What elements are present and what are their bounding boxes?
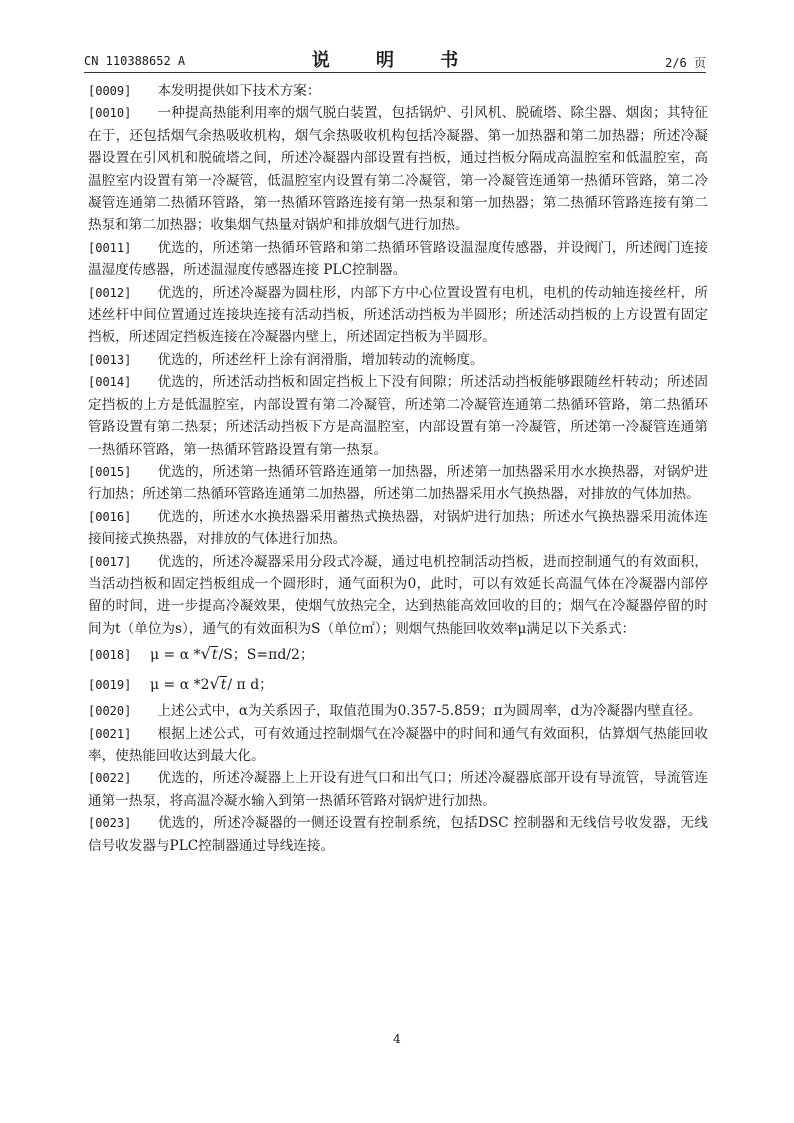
paragraph-number: [0015] (88, 464, 132, 479)
paragraph-text: 优选的，所述冷凝器的一侧还设置有控制系统，包括DSC 控制器和无线信号收发器，无线信号收发器与PLC控制器通过导线连接。 (88, 815, 708, 854)
formula-lhs: μ = α * (150, 647, 201, 664)
formula-line (88, 640, 708, 670)
paragraph (88, 371, 708, 461)
paragraph-number: [0020] (88, 704, 132, 719)
formula-radicand: t (220, 677, 227, 694)
page-number: 4 (393, 1032, 401, 1046)
paragraph (88, 551, 708, 641)
paragraph (88, 700, 708, 722)
document-body (88, 80, 708, 857)
paragraph (88, 812, 708, 857)
paragraph (88, 767, 708, 812)
formula-rhs: /S；S=πd/2； (218, 647, 314, 664)
formula-radicand: t (211, 647, 218, 664)
paragraph-number: [0023] (88, 816, 132, 831)
page-header (84, 44, 706, 72)
paragraph-number: [0016] (88, 509, 132, 524)
paragraph (88, 282, 708, 349)
paragraph-group-1 (88, 80, 708, 640)
paragraph (88, 237, 708, 282)
paragraph-number: [0019] (88, 678, 132, 693)
paragraph-group-2 (88, 700, 708, 857)
paragraph-text: 优选的，所述活动挡板和固定挡板上下没有间隙；所述活动挡板能够跟随丝杆转动；所述固定挡板的上方是低温腔室，内部设置有第二冷凝管，所述第二冷凝管连通第二热循环管路，第二热循环管路设置有第二热泵；所述活动挡板下方是高温腔室，内部设置有第一冷凝管，所述第一冷凝管连通第一热循环管路，第一热循环管路设置有第一热泵。 (88, 374, 708, 458)
paragraph-number: [0012] (88, 285, 132, 300)
paragraph (88, 461, 708, 506)
document-title: 说 明 书 (311, 50, 479, 71)
publication-number: CN 110388652 A (84, 54, 186, 68)
formula-group (88, 640, 708, 700)
paragraph-text: 优选的，所述冷凝器上上开设有进气口和出气口；所述冷凝器底部开设有导流管，导流管连通第一热泵，将高温冷凝水输入到第一热循环管路对锅炉进行加热。 (88, 770, 708, 809)
paragraph-number: [0009] (88, 84, 132, 98)
paragraph-number: [0017] (88, 554, 132, 569)
paragraph-text: 优选的，所述水水换热器采用蓄热式换热器，对锅炉进行加热；所述水气换热器采用流体连接间接式换热器，对排放的气体进行加热。 (88, 508, 708, 548)
paragraph-text: 优选的，所述第一热循环管路和第二热循环管路设温湿度传感器，并设阀门，所述阀门连接温湿度传感器，所述温湿度传感器连接 PLC控制器。 (88, 239, 708, 279)
paragraph (88, 102, 708, 236)
paragraph-number: [0021] (88, 726, 132, 741)
page-indicator: 2/6 页 (665, 56, 706, 70)
paragraph-text: 本发明提供如下技术方案： (157, 83, 321, 99)
paragraph-text: 根据上述公式，可有效通过控制烟气在冷凝器中的时间和通气有效面积，估算烟气热能回收率，使热能回收达到最大化。 (88, 725, 708, 764)
header-rule (84, 72, 706, 73)
paragraph-text: 优选的，所述丝杆上涂有润滑脂，增加转动的流畅度。 (157, 351, 484, 368)
paragraph-number: [0013] (88, 352, 132, 367)
paragraph-text: 优选的，所述第一热循环管路连通第一加热器，所述第一加热器采用水水换热器，对锅炉进行加热；所述第二热循环管路连通第二加热器，所述第二加热器采用水气换热器，对排放的气体加热。 (88, 463, 708, 503)
paragraph (88, 349, 708, 371)
paragraph-text: 上述公式中，α为关系因子，取值范围为0.357-5.859；π为圆周率，d为冷凝器内壁直径。 (157, 703, 702, 720)
paragraph-text: 一种提高热能利用率的烟气脱白装置，包括锅炉、引风机、脱硫塔、除尘器、烟囱；其特征在于，还包括烟气余热吸收机构，烟气余热吸收机构包括冷凝器、第一加热器和第二加热器；所述冷凝器设置在引风机和脱硫塔之间，所述冷凝器内部设置有挡板，通过挡板分隔成高温腔室和低温腔室，高温腔室内设置有第一冷凝管，低温腔室内设置有第二冷凝管，第一冷凝管连通第一热循环管路，第二冷凝管连通第二热循环管路，第一热循环管路连接有第一热泵和第一加热器；第二热循环管路连接有第二热泵和第二加热器；收集烟气热量对锅炉和排放烟气进行加热。 (88, 105, 708, 234)
formula-lhs: μ = α *2 (150, 677, 210, 694)
paragraph-number: [0011] (88, 240, 132, 255)
paragraph (88, 723, 708, 768)
formula-line (88, 670, 708, 700)
paragraph (88, 506, 708, 551)
paragraph-number: [0022] (88, 771, 132, 786)
paragraph-text: 优选的，所述冷凝器为圆柱形，内部下方中心位置设置有电机，电机的传动轴连接丝杆，所述丝杆中间位置通过连接块连接有活动挡板，所述活动挡板为半圆形；所述活动挡板的上方设置有固定挡板，所述固定挡板连接在冷凝器内壁上，所述固定挡板为半圆形。 (88, 284, 708, 346)
paragraph-number: [0018] (88, 648, 132, 663)
paragraph-number: [0014] (88, 375, 132, 390)
paragraph-text: 优选的，所述冷凝器采用分段式冷凝，通过电机控制活动挡板，进而控制通气的有效面积，当活动挡板和固定挡板组成一个圆形时，通气面积为0，此时，可以有效延长高温气体在冷凝器内部停留的时间，进一步提高冷凝效果，使烟气放热完全，达到热能高效回收的目的；烟气在冷凝器停留的时间为t（单位为s），通气的有效面积为S（单位㎡）；则烟气热能回收效率μ满足以下关系式： (88, 553, 708, 637)
formula-rhs: / π d； (227, 677, 274, 694)
paragraph-number: [0010] (88, 106, 132, 121)
sqrt-icon: √ (209, 674, 220, 694)
sqrt-icon: √ (200, 644, 211, 664)
paragraph (88, 80, 708, 102)
